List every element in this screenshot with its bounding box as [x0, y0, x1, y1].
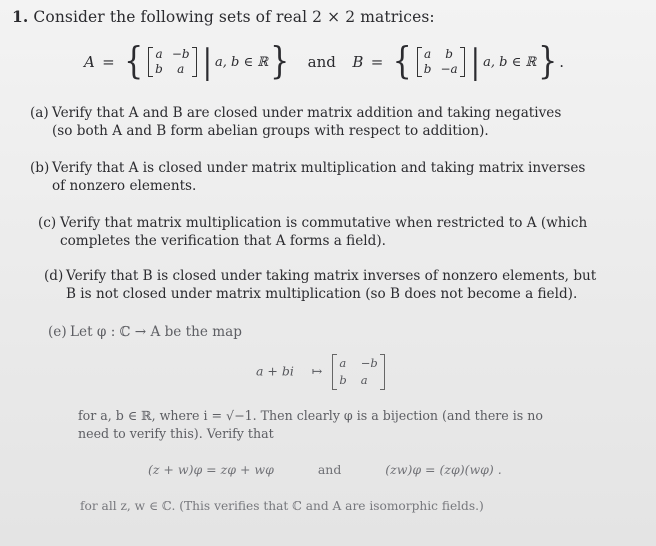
- multiplicative-identity: (zw)φ = (zφ)(wφ) .: [385, 462, 502, 477]
- part-text: need to verify this). Verify that: [78, 426, 274, 441]
- part-c: [38, 214, 587, 250]
- matrix-entry: −b: [360, 356, 378, 370]
- condition-b: a, b ∈ ℝ: [483, 54, 537, 70]
- problem-number: 1.: [12, 7, 29, 26]
- set-definitions: [84, 40, 564, 84]
- part-text: for all z, w ∈ ℂ. (This verifies that ℂ and A are isomorphic fields.): [80, 499, 484, 513]
- part-e: [48, 323, 242, 341]
- set-bar: |: [470, 41, 481, 82]
- part-text: Verify that A is closed under matrix multiplication and taking matrix inverses: [52, 160, 586, 176]
- definition-end: .: [559, 53, 564, 71]
- matrix-entry: a: [424, 47, 432, 61]
- matrix-entry: a: [155, 47, 163, 61]
- matrix-b: [417, 47, 465, 77]
- part-text: Verify that matrix multiplication is commutative when restricted to A (which: [60, 215, 588, 231]
- part-text: of nonzero elements.: [52, 178, 197, 194]
- closing-line: [80, 497, 484, 515]
- maps-to-arrow: ↦: [311, 363, 323, 379]
- matrix-a: [148, 47, 196, 77]
- matrix-entry: a: [177, 62, 185, 76]
- equals-sign: =: [102, 53, 115, 71]
- map-left: a + bi: [256, 363, 294, 379]
- left-brace: {: [392, 39, 412, 84]
- part-a: [30, 104, 561, 140]
- matrix-entry: b: [445, 47, 453, 61]
- matrix-entry: b: [423, 62, 432, 76]
- part-text: B is not closed under matrix multiplication (so B does not become a field).: [66, 286, 578, 302]
- part-label: (b): [30, 160, 50, 176]
- problem-heading: [12, 7, 435, 26]
- part-label: (e): [48, 324, 67, 340]
- map-matrix: [332, 354, 384, 390]
- map-formula: [256, 354, 385, 390]
- set-bar: |: [202, 41, 213, 82]
- condition-a: a, b ∈ ℝ: [215, 54, 269, 70]
- matrix-entry: a: [360, 373, 368, 387]
- set-b-label: B: [352, 53, 364, 71]
- part-text: (so both A and B form abelian groups with respect to addition).: [52, 123, 489, 139]
- matrix-entry: b: [339, 373, 347, 387]
- part-text: for a, b ∈ ℝ, where i = √−1. Then clearly φ is a bijection (and there is no: [78, 408, 543, 423]
- part-text: Verify that B is closed under taking matrix inverses of nonzero elements, but: [66, 268, 597, 284]
- part-label: (c): [38, 215, 57, 231]
- and-word: and: [307, 53, 336, 71]
- equals-sign: =: [370, 53, 384, 71]
- part-text: completes the verification that A forms a field).: [60, 233, 386, 249]
- set-a-label: A: [84, 53, 95, 71]
- matrix-entry: a: [339, 356, 347, 370]
- right-brace: }: [270, 39, 290, 84]
- matrix-entry: −b: [171, 47, 190, 61]
- right-brace: }: [538, 39, 558, 84]
- isomorphism-identities: [148, 462, 502, 477]
- part-d: [44, 267, 596, 303]
- part-e-continuation: [78, 407, 543, 443]
- problem-intro: Consider the following sets of real 2 × 2 matrices:: [33, 8, 435, 26]
- matrix-entry: b: [155, 62, 163, 76]
- part-b: [30, 159, 585, 195]
- matrix-entry: −a: [440, 62, 458, 76]
- left-brace: {: [124, 39, 144, 84]
- part-text: Let φ : ℂ → A be the map: [70, 324, 242, 340]
- part-label: (a): [30, 105, 49, 121]
- and-word: and: [317, 462, 342, 477]
- part-text: Verify that A and B are closed under matrix addition and taking negatives: [52, 105, 562, 121]
- additive-identity: (z + w)φ = zφ + wφ: [148, 462, 274, 477]
- part-label: (d): [44, 268, 64, 284]
